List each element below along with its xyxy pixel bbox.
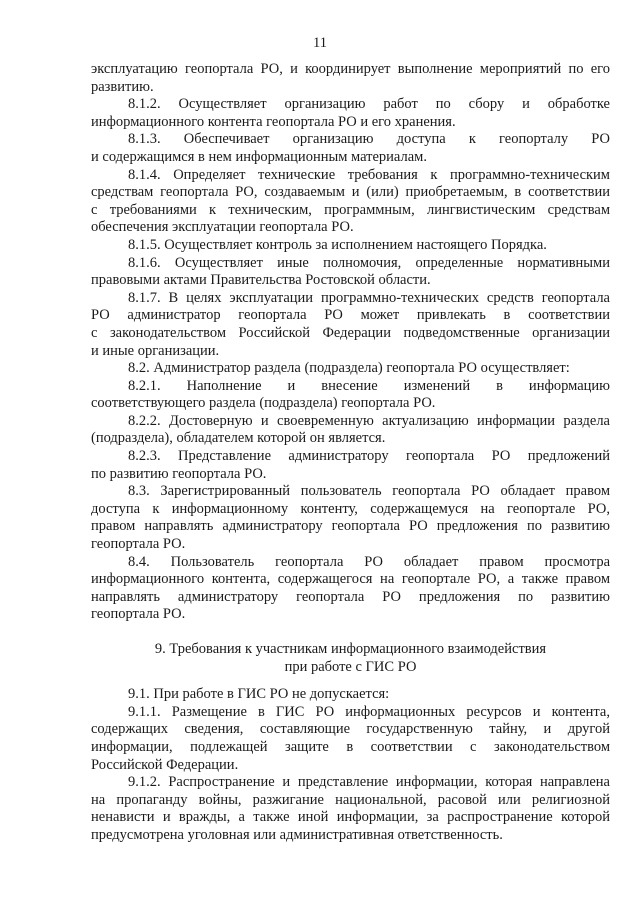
text-line: правовыми актами Правительства Ростовской области. xyxy=(91,272,431,289)
text-line: содержащих сведения, составляющие государственную тайну, и другой xyxy=(91,721,610,738)
text-line: правом направлять администратору геопортала РО предложения по развитию xyxy=(91,518,610,535)
clause-9-1-2 xyxy=(91,774,610,844)
text-line: 8.1.3. Обеспечивает организацию доступа к геопорталу РО xyxy=(128,131,610,148)
spacer xyxy=(91,676,610,686)
clause-8-3 xyxy=(91,483,610,553)
document-body xyxy=(91,61,610,845)
text-line: 8.4. Пользователь геопортала РО обладает правом просмотра xyxy=(128,553,610,570)
text-line: РО администратор геопортала РО может привлекать в соответствии xyxy=(91,307,610,324)
clause-8-2 xyxy=(91,360,610,378)
text-line: развитию. xyxy=(91,78,154,95)
clause-8-1-5 xyxy=(91,237,610,255)
text-line: по развитию геопортала РО. xyxy=(91,465,267,482)
text-line: 9.1. При работе в ГИС РО не допускается: xyxy=(128,686,390,703)
text-line: 8.1.6. Осуществляет иные полномочия, определенные нормативными xyxy=(128,254,610,271)
text-line: 8.2.1. Наполнение и внесение изменений в информацию xyxy=(128,377,610,394)
section-heading-line-1: 9. Требования к участникам информационного взаимодействия xyxy=(154,641,547,657)
text-line: ненависти и вражды, а также иной информации, за распространение которой xyxy=(91,809,610,826)
spacer xyxy=(91,624,610,641)
section-heading-line-2: при работе с ГИС РО xyxy=(284,658,417,675)
clause-8-4 xyxy=(91,554,610,624)
text-line: направлять администратору геопортала РО предложения по развитию xyxy=(91,588,610,605)
text-line: 8.2.3. Представление администратору геопортала РО предложений xyxy=(128,448,610,465)
text-line: эксплуатацию геопортала РО, и координирует выполнение мероприятий по его xyxy=(91,61,610,77)
clause-8-2-1 xyxy=(91,378,610,413)
text-line: соответствующего раздела (подраздела) геопортала РО. xyxy=(91,395,436,412)
text-line: 9.1.1. Размещение в ГИС РО информационных ресурсов и контента, xyxy=(128,703,610,720)
page-number: 11 xyxy=(313,35,327,51)
text-line: доступа к информационному контенту, содержащемуся на геопортале РО, xyxy=(91,500,610,517)
clause-8-1-7 xyxy=(91,290,610,360)
text-line: информации, подлежащей защите в соответствии с законодательством xyxy=(91,738,610,755)
text-line: 8.1.2. Осуществляет организацию работ по сбору и обработке xyxy=(128,96,610,113)
text-line: (подраздела), обладателем которой он является. xyxy=(91,430,386,447)
clause-9-1-1 xyxy=(91,704,610,774)
text-line: и содержащимся в нем информационным материалам. xyxy=(91,148,427,165)
clause-8-1-4 xyxy=(91,167,610,237)
text-line: 8.3. Зарегистрированный пользователь геопортала РО обладает правом xyxy=(128,483,610,500)
text-line: геопортала РО. xyxy=(91,536,186,553)
text-line: предусмотрена уголовная или административная ответственность. xyxy=(91,826,503,843)
clause-8-1-3 xyxy=(91,131,610,166)
text-line: Российской Федерации. xyxy=(91,756,239,773)
text-line: 8.2.2. Достоверную и своевременную актуализацию информации раздела xyxy=(128,412,610,429)
text-line: 8.1.7. В целях эксплуатации программно-технических средств геопортала xyxy=(128,289,610,306)
text-line: 8.1.4. Определяет технические требования к программно-техническим xyxy=(128,166,610,183)
clause-8-2-3 xyxy=(91,448,610,483)
clause-9-1 xyxy=(91,686,610,704)
text-line: 8.1.5. Осуществляет контроль за исполнением настоящего Порядка. xyxy=(128,236,547,253)
clause-8-1-2 xyxy=(91,96,610,131)
text-line: с требованиями к техническим, программным, лингвистическим средствам xyxy=(91,201,610,218)
paragraph-continuation xyxy=(91,61,610,96)
text-line: информационного контента геопортала РО и его хранения. xyxy=(91,113,456,130)
text-line: 9.1.2. Распространение и представление информации, которая направлена xyxy=(128,774,610,791)
text-line: обеспечения эксплуатации геопортала РО. xyxy=(91,219,354,236)
text-line: на пропаганду войны, разжигание национальной, расовой или религиозной xyxy=(91,791,610,808)
text-line: с законодательством Российской Федерации подведомственные организации xyxy=(91,324,610,341)
text-line: средствам геопортала РО, создаваемым и (или) приобретаемым, в соответствии xyxy=(91,184,610,201)
text-line: 8.2. Администратор раздела (подраздела) геопортала РО осуществляет: xyxy=(128,360,570,377)
text-line: геопортала РО. xyxy=(91,606,186,623)
clause-8-1-6 xyxy=(91,255,610,290)
section-heading xyxy=(91,641,610,676)
clause-8-2-2 xyxy=(91,413,610,448)
text-line: информационного контента, содержащегося на геопортале РО, а также правом xyxy=(91,571,610,588)
text-line: и иные организации. xyxy=(91,342,220,359)
